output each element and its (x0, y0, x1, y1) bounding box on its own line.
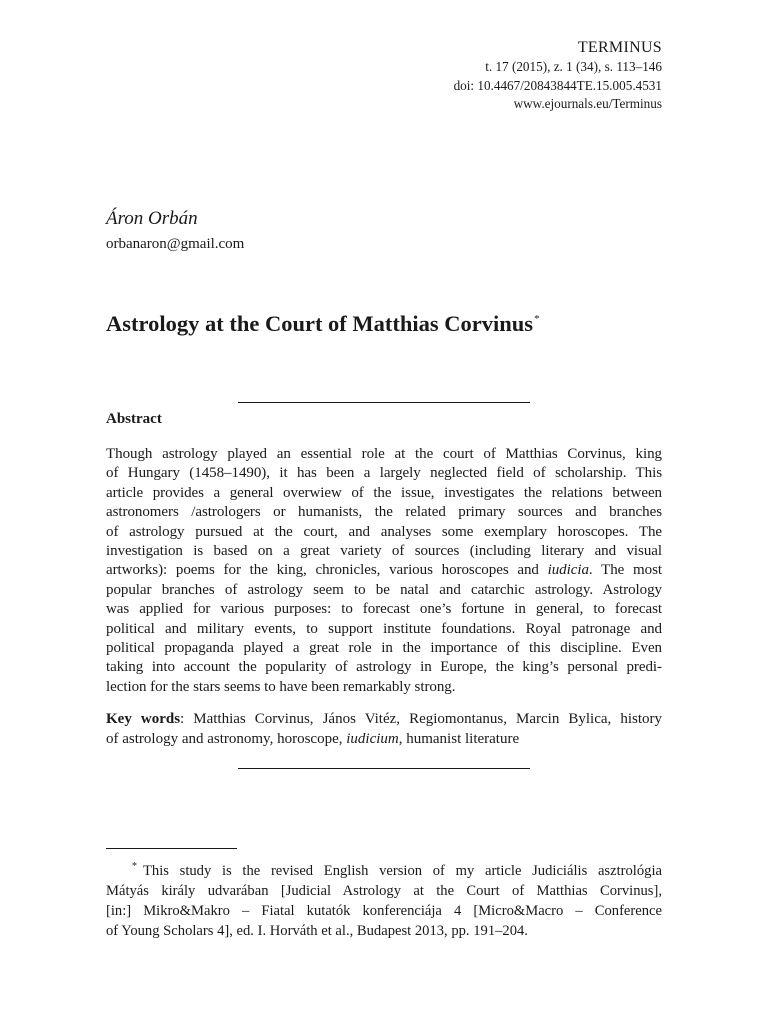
abstract-heading: Abstract (106, 411, 162, 427)
keywords-label: Key words (106, 711, 181, 727)
abstract-line: political propaganda played a great role in the importance of this discipline. Even (106, 640, 662, 657)
abstract-line: article provides a general overwiew of the issue, investigates the relations between (106, 484, 662, 501)
divider-top (238, 402, 530, 403)
abstract-text (106, 445, 662, 697)
footnote-line (106, 857, 662, 881)
author-name: Áron Orbán (106, 208, 198, 229)
keywords-text-end: , humanist literature (398, 731, 520, 747)
keywords-text: of astrology and astronomy, horoscope, (106, 731, 347, 747)
abstract-italic-term: iudicia (547, 562, 589, 579)
footnote (106, 857, 662, 941)
footnote-marker: * (132, 861, 137, 872)
abstract-line (106, 561, 662, 580)
keywords (106, 709, 662, 749)
footnote-text: This study is the revised English version of my article Judiciális asztrológia (143, 863, 662, 879)
footnote-rule (106, 848, 237, 849)
abstract-line: lection for the stars seems to have been remarkably strong. (106, 678, 456, 695)
abstract-line: astronomers /astrologers or humanists, the related primary sources and branches (106, 504, 662, 521)
abstract-line-tail: . The most (588, 562, 662, 579)
footnote-line: Mátyás király udvarában [Judicial Astrology at the Court of Matthias Corvinus], (106, 883, 662, 899)
keywords-line (106, 709, 662, 729)
abstract-line: Though astrology played an essential role at the court of Matthias Corvinus, king (106, 446, 662, 462)
keywords-italic-term: iudicium (346, 731, 399, 747)
divider-bottom (238, 768, 530, 769)
journal-doi: doi: 10.4467/20843844TE.15.005.4531 (453, 77, 662, 93)
abstract-line: investigation is based on a great variety of sources (including literary and visual (106, 543, 662, 560)
abstract-line: taking into account the popularity of astrology in Europe, the king’s personal predi- (106, 659, 662, 676)
journal-volume: t. 17 (2015), z. 1 (34), s. 113–146 (485, 59, 662, 74)
abstract-line: popular branches of astrology seem to be natal and catarchic astrology. Astrology (106, 581, 662, 598)
journal-header (454, 38, 662, 114)
journal-url: www.ejournals.eu/Terminus (513, 96, 662, 111)
footnote-line: of Young Scholars 4], ed. I. Horváth et al., Budapest 2013, pp. 191–204. (106, 923, 528, 939)
author-email: orbanaron@gmail.com (106, 236, 245, 252)
article-title-text: Astrology at the Court of Matthias Corvinus (106, 311, 534, 336)
abstract-line: was applied for various purposes: to forecast one’s fortune in general, to forecast (106, 601, 662, 618)
abstract-line-text: artworks): poems for the king, chronicles, various horoscopes and (106, 562, 548, 579)
title-footnote-marker: * (534, 313, 540, 325)
journal-name: TERMINUS (577, 39, 662, 56)
footnote-line: [in:] Mikro&Makro – Fiatal kutatók konferenciája 4 [Micro&Macro – Conference (106, 903, 662, 919)
article-title (106, 311, 540, 337)
abstract-line: of astrology pursued at the court, and analyses some exemplary horoscopes. The (106, 523, 662, 540)
keywords-line (106, 729, 662, 749)
keywords-text: : Matthias Corvinus, János Vitéz, Regiomontanus, Marcin Bylica, history (180, 711, 663, 727)
abstract-line: of Hungary (1458–1490), it has been a largely neglected field of scholarship. This (106, 465, 662, 482)
abstract-line: political and military events, to support institute foundations. Royal patronage and (106, 620, 662, 637)
